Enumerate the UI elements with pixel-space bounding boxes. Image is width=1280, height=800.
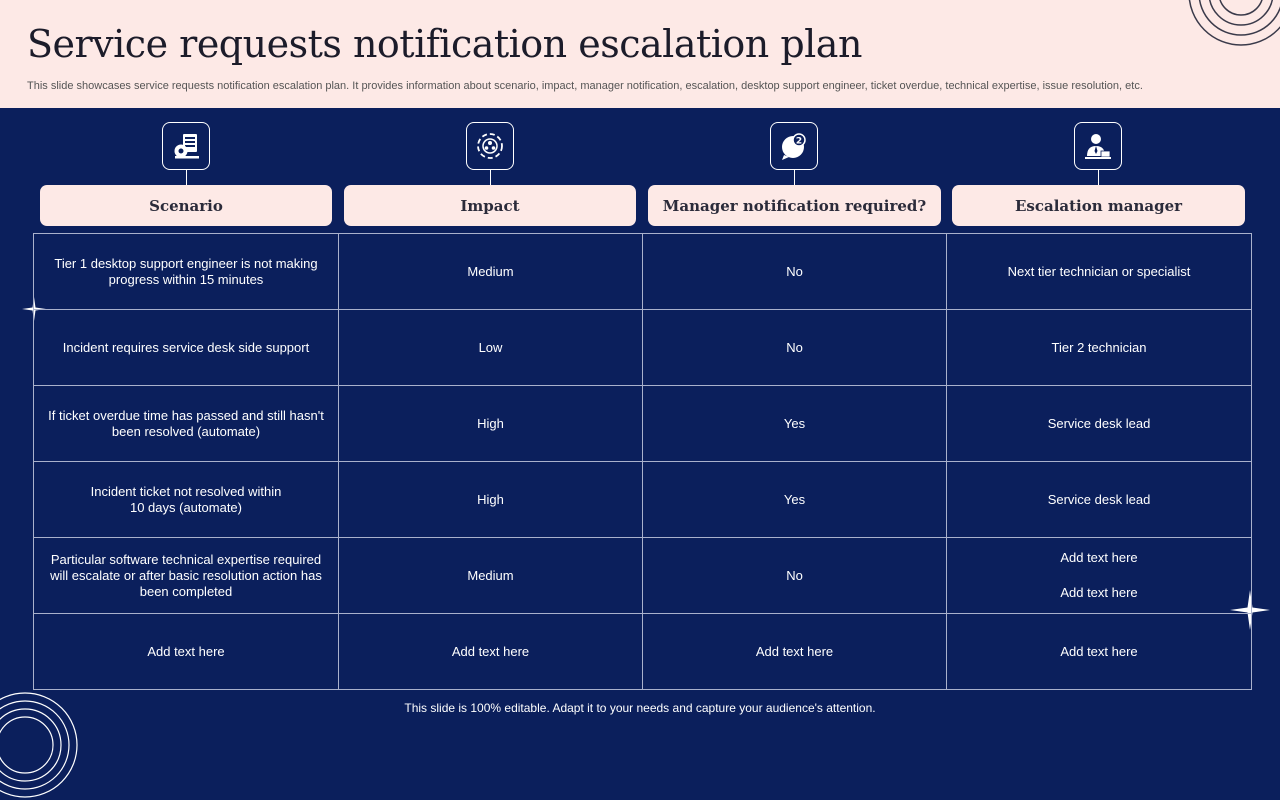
chat-number-icon	[779, 131, 809, 161]
network-target-icon-box	[466, 122, 514, 170]
table-cell-notification	[643, 614, 947, 690]
table-cell-notification	[643, 538, 947, 614]
table-cell-impact	[339, 614, 643, 690]
cell-text: Medium	[467, 263, 514, 279]
table-cell-scenario	[34, 386, 339, 462]
cell-text: Service desk lead	[1047, 491, 1151, 507]
table-cell-impact	[339, 386, 643, 462]
table-cell-scenario	[34, 462, 339, 538]
table-cell-scenario	[34, 310, 339, 386]
cell-text: will escalate or after basic resolution action has	[50, 567, 322, 583]
page-subtitle: This slide showcases service requests notification escalation plan. It provides information about scenario, impact, manager notification, escalation, desktop support engineer, ticket overdue, technical expertise, issue resolution, etc.	[27, 80, 1143, 92]
cell-text: Yes	[783, 491, 806, 507]
cell-text: Add text here	[1060, 550, 1138, 565]
cell-text: Medium	[467, 567, 514, 583]
cell-text: 10 days (automate)	[129, 499, 242, 515]
table-cell-manager	[947, 538, 1252, 614]
connector-line	[186, 170, 187, 185]
table-row	[34, 462, 1252, 538]
cell-text: progress within 15 minutes	[108, 271, 264, 287]
column-header-notification: Manager notification required?	[648, 185, 941, 226]
cell-text: been completed	[139, 583, 233, 599]
table-cell-notification	[643, 462, 947, 538]
svg-text:2: 2	[795, 136, 803, 147]
cell-text: Incident requires service desk side support	[62, 339, 310, 355]
table-cell-manager	[947, 310, 1252, 386]
column-header-scenario: Scenario	[40, 185, 332, 226]
table-cell-manager	[947, 386, 1252, 462]
cell-text: No	[786, 339, 803, 355]
column-header-impact: Impact	[344, 185, 636, 226]
cell-text: No	[786, 263, 803, 279]
table-row	[34, 386, 1252, 462]
cell-text: High	[477, 415, 504, 431]
connector-line	[1098, 170, 1099, 185]
concentric-rings-icon	[1186, 0, 1280, 48]
table-cell-impact	[339, 538, 643, 614]
table-row	[34, 538, 1252, 614]
table-row	[34, 234, 1252, 310]
table-cell-scenario	[34, 614, 339, 690]
table-cell-manager	[947, 462, 1252, 538]
escalation-table	[33, 233, 1252, 690]
computer-gear-icon	[171, 131, 201, 161]
footer-note: This slide is 100% editable. Adapt it to your needs and capture your audience's attention.	[404, 701, 876, 715]
cell-text: Incident ticket not resolved within	[90, 483, 282, 499]
table-cell-notification	[643, 234, 947, 310]
table-cell-impact	[339, 462, 643, 538]
table-cell-impact	[339, 310, 643, 386]
cell-text: been resolved (automate)	[111, 423, 261, 439]
table-row	[34, 614, 1252, 690]
cell-text: Low	[478, 339, 503, 355]
cell-text: Tier 2 technician	[1051, 339, 1147, 355]
cell-text: Add text here	[1060, 643, 1138, 659]
cell-text: Add text here	[147, 643, 225, 659]
table-cell-notification	[643, 386, 947, 462]
table-cell-scenario	[34, 234, 339, 310]
page-title: Service requests notification escalation plan	[27, 22, 862, 66]
table-cell-impact	[339, 234, 643, 310]
table-cell-scenario	[34, 538, 339, 614]
businessman-desk-icon	[1083, 131, 1113, 161]
cell-text: High	[477, 491, 504, 507]
cell-text: If ticket overdue time has passed and still hasn't	[48, 407, 324, 423]
table-row	[34, 310, 1252, 386]
connector-line	[794, 170, 795, 185]
cell-text: Yes	[783, 415, 806, 431]
cell-text: Tier 1 desktop support engineer is not making	[54, 255, 318, 271]
cell-text: Service desk lead	[1047, 415, 1151, 431]
chat-number-icon-box	[770, 122, 818, 170]
table-cell-manager	[947, 234, 1252, 310]
cell-text: Add text here	[1060, 585, 1138, 600]
column-header-escalation-manager: Escalation manager	[952, 185, 1245, 226]
cell-text: Add text here	[755, 643, 834, 659]
computer-gear-icon-box	[162, 122, 210, 170]
businessman-desk-icon-box	[1074, 122, 1122, 170]
connector-line	[490, 170, 491, 185]
network-target-icon	[475, 131, 505, 161]
table-cell-notification	[643, 310, 947, 386]
table-cell-manager	[947, 614, 1252, 690]
cell-text: Next tier technician or specialist	[1007, 263, 1191, 279]
cell-text: Add text here	[451, 643, 530, 659]
cell-text: No	[786, 567, 803, 583]
cell-text: Particular software technical expertise required	[50, 551, 322, 567]
